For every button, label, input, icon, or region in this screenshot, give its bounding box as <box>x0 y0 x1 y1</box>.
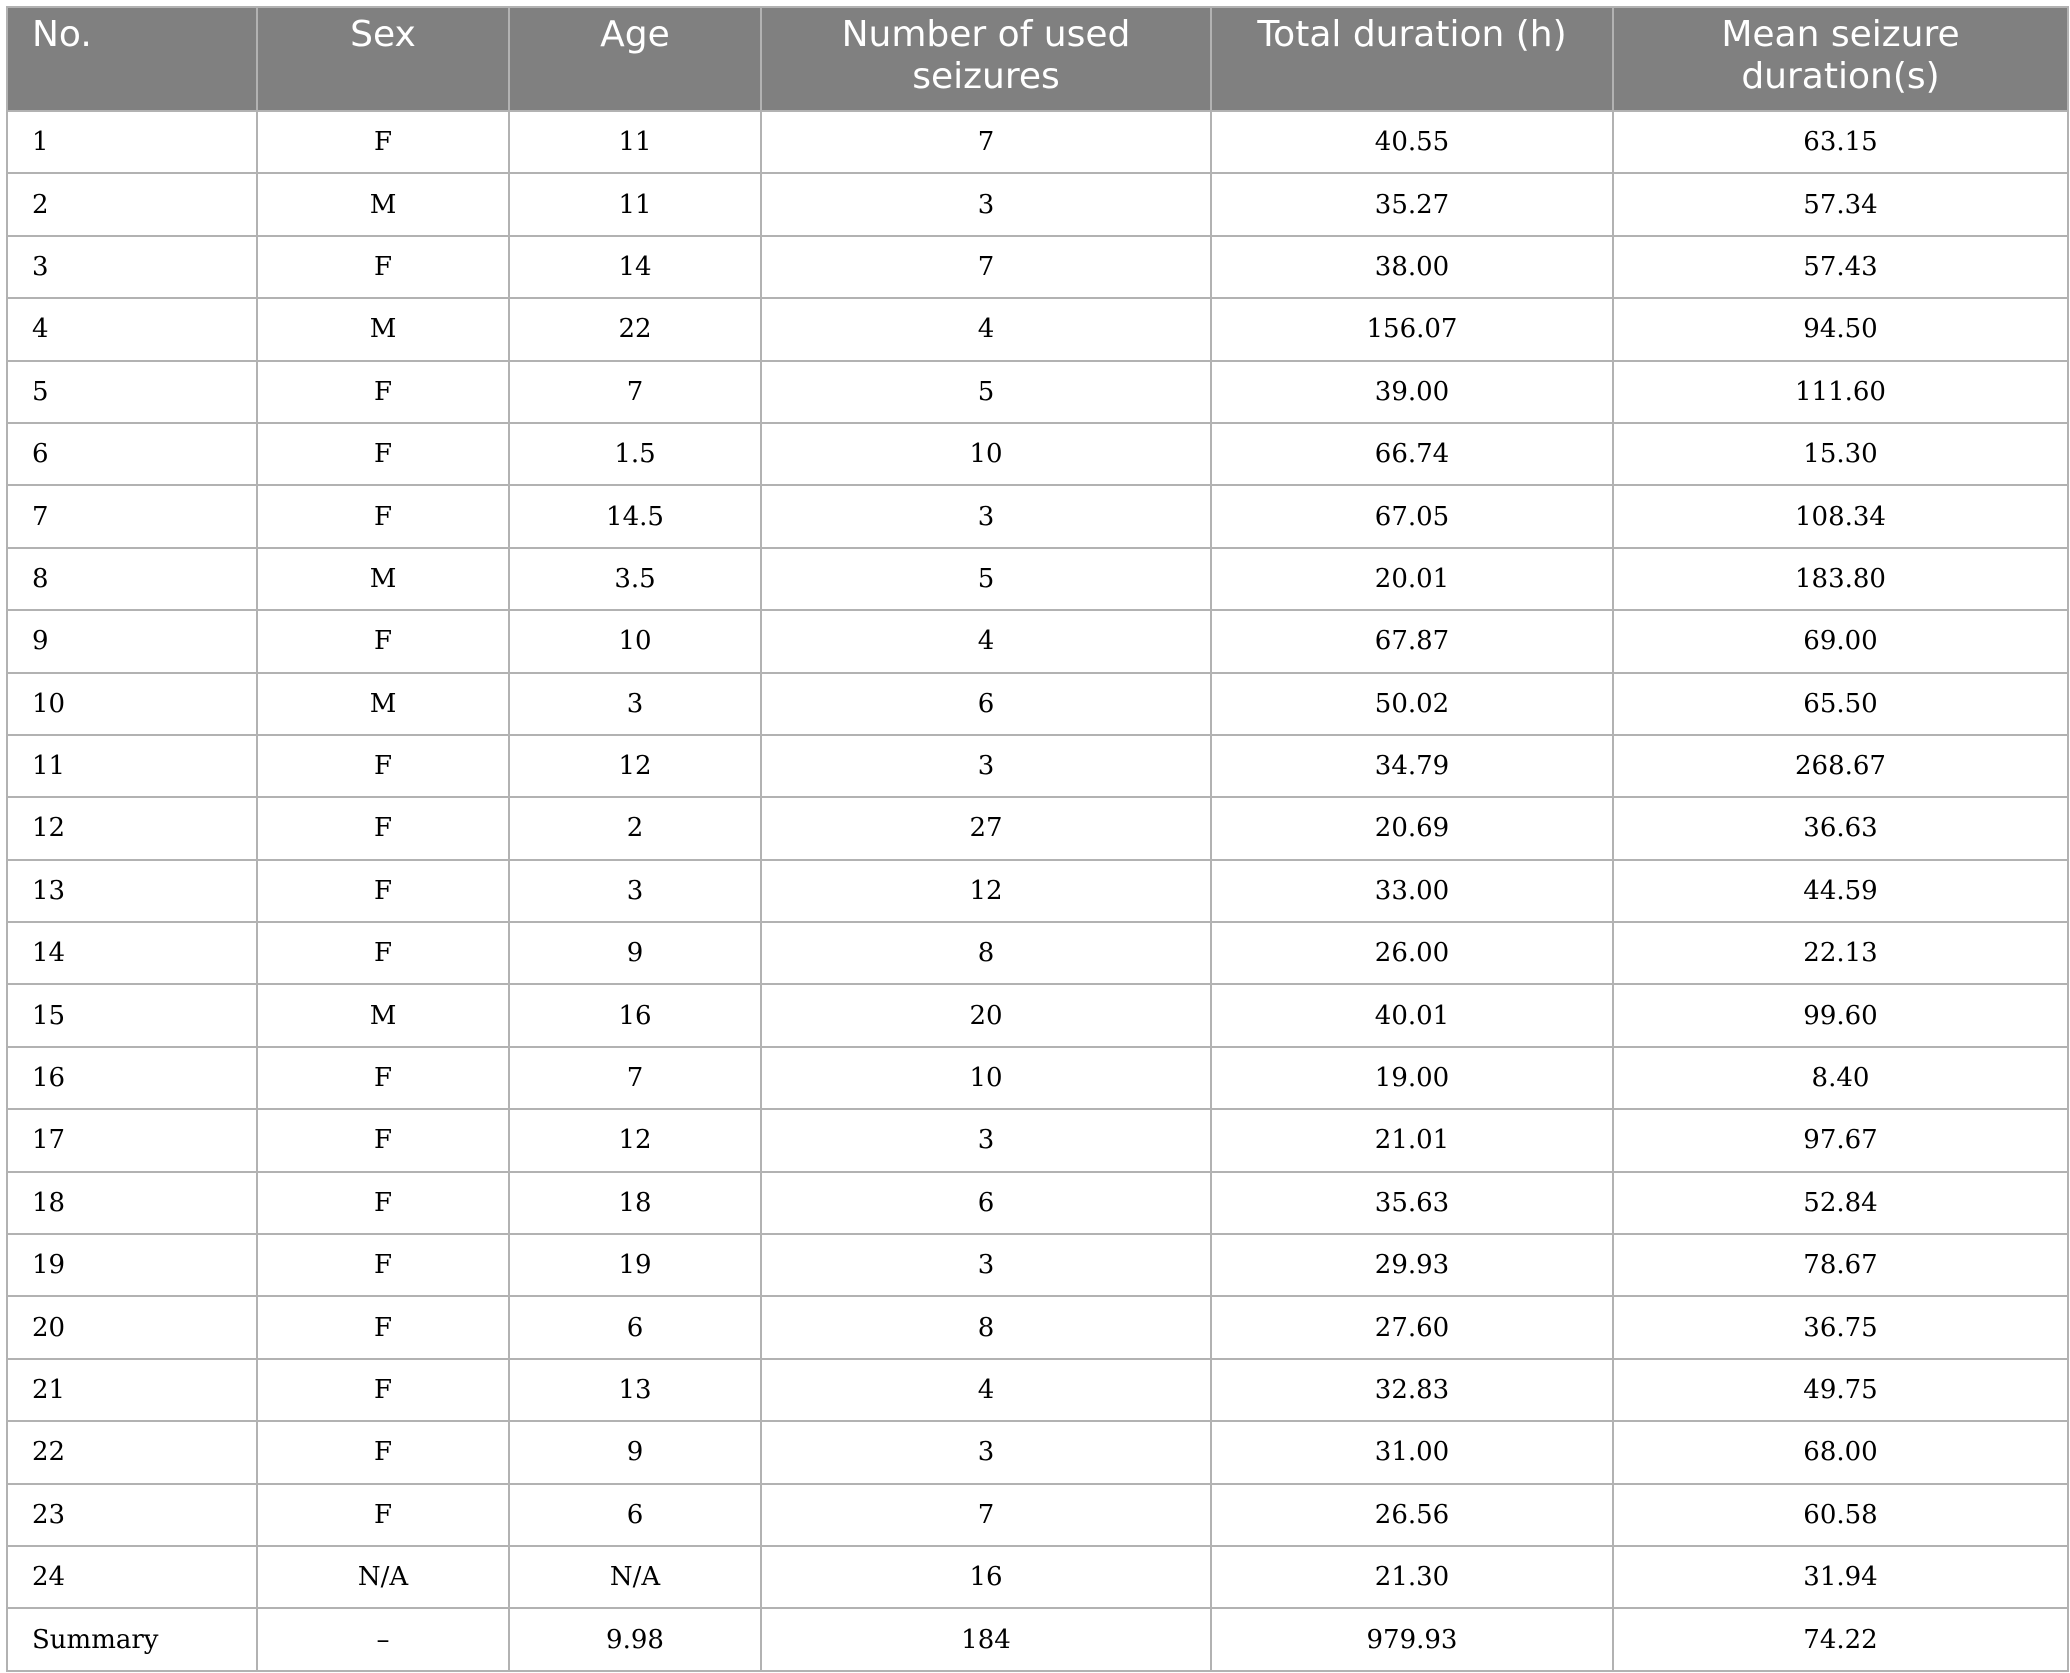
cell-no: 23 <box>7 1484 257 1546</box>
cell-used-seizures: 5 <box>761 361 1211 423</box>
cell-age: 12 <box>509 735 761 797</box>
cell-total-duration: 21.30 <box>1211 1546 1613 1608</box>
cell-total-duration: 20.01 <box>1211 548 1613 610</box>
cell-age: N/A <box>509 1546 761 1608</box>
cell-sex: F <box>257 361 509 423</box>
cell-mean-seizure-duration: 74.22 <box>1613 1608 2068 1670</box>
cell-used-seizures: 3 <box>761 1109 1211 1171</box>
cell-mean-seizure-duration: 63.15 <box>1613 111 2068 173</box>
column-header-sex: Sex <box>257 7 509 111</box>
cell-used-seizures: 5 <box>761 548 1211 610</box>
cell-mean-seizure-duration: 111.60 <box>1613 361 2068 423</box>
cell-mean-seizure-duration: 52.84 <box>1613 1172 2068 1234</box>
cell-total-duration: 27.60 <box>1211 1296 1613 1358</box>
table-row <box>7 1484 2068 1546</box>
cell-sex: F <box>257 610 509 672</box>
table-row <box>7 485 2068 547</box>
table-row <box>7 173 2068 235</box>
cell-sex: M <box>257 548 509 610</box>
cell-mean-seizure-duration: 108.34 <box>1613 485 2068 547</box>
cell-no: 22 <box>7 1421 257 1483</box>
table-row <box>7 1359 2068 1421</box>
cell-age: 11 <box>509 173 761 235</box>
table-row <box>7 1421 2068 1483</box>
cell-mean-seizure-duration: 22.13 <box>1613 922 2068 984</box>
cell-age: 2 <box>509 797 761 859</box>
cell-used-seizures: 4 <box>761 1359 1211 1421</box>
cell-age: 3 <box>509 860 761 922</box>
cell-used-seizures: 12 <box>761 860 1211 922</box>
cell-mean-seizure-duration: 57.34 <box>1613 173 2068 235</box>
cell-sex: F <box>257 735 509 797</box>
cell-no: Summary <box>7 1608 257 1670</box>
cell-used-seizures: 16 <box>761 1546 1211 1608</box>
cell-sex: F <box>257 1296 509 1358</box>
cell-total-duration: 67.87 <box>1211 610 1613 672</box>
cell-no: 1 <box>7 111 257 173</box>
cell-used-seizures: 8 <box>761 1296 1211 1358</box>
table-row <box>7 610 2068 672</box>
cell-total-duration: 67.05 <box>1211 485 1613 547</box>
cell-age: 7 <box>509 361 761 423</box>
cell-total-duration: 979.93 <box>1211 1608 1613 1670</box>
cell-age: 9 <box>509 922 761 984</box>
cell-mean-seizure-duration: 97.67 <box>1613 1109 2068 1171</box>
cell-used-seizures: 6 <box>761 673 1211 735</box>
cell-sex: M <box>257 673 509 735</box>
cell-sex: F <box>257 922 509 984</box>
cell-total-duration: 31.00 <box>1211 1421 1613 1483</box>
table-row <box>7 423 2068 485</box>
cell-no: 7 <box>7 485 257 547</box>
cell-age: 10 <box>509 610 761 672</box>
cell-used-seizures: 8 <box>761 922 1211 984</box>
column-header-mean-seizure-duration: Mean seizure duration(s) <box>1613 7 2068 111</box>
cell-used-seizures: 7 <box>761 1484 1211 1546</box>
cell-no: 9 <box>7 610 257 672</box>
cell-no: 21 <box>7 1359 257 1421</box>
cell-no: 2 <box>7 173 257 235</box>
cell-used-seizures: 7 <box>761 111 1211 173</box>
cell-total-duration: 66.74 <box>1211 423 1613 485</box>
cell-no: 4 <box>7 298 257 360</box>
cell-used-seizures: 3 <box>761 173 1211 235</box>
cell-no: 8 <box>7 548 257 610</box>
cell-age: 18 <box>509 1172 761 1234</box>
cell-no: 16 <box>7 1047 257 1109</box>
cell-mean-seizure-duration: 36.63 <box>1613 797 2068 859</box>
table-row <box>7 922 2068 984</box>
cell-used-seizures: 27 <box>761 797 1211 859</box>
cell-no: 5 <box>7 361 257 423</box>
cell-mean-seizure-duration: 65.50 <box>1613 673 2068 735</box>
cell-age: 14 <box>509 236 761 298</box>
table-row <box>7 1172 2068 1234</box>
cell-no: 11 <box>7 735 257 797</box>
cell-no: 17 <box>7 1109 257 1171</box>
cell-sex: M <box>257 298 509 360</box>
cell-used-seizures: 10 <box>761 423 1211 485</box>
cell-used-seizures: 4 <box>761 298 1211 360</box>
table-row <box>7 111 2068 173</box>
cell-total-duration: 21.01 <box>1211 1109 1613 1171</box>
cell-age: 3.5 <box>509 548 761 610</box>
cell-no: 12 <box>7 797 257 859</box>
cell-no: 6 <box>7 423 257 485</box>
cell-age: 12 <box>509 1109 761 1171</box>
cell-age: 9 <box>509 1421 761 1483</box>
table-row <box>7 298 2068 360</box>
cell-no: 13 <box>7 860 257 922</box>
cell-mean-seizure-duration: 8.40 <box>1613 1047 2068 1109</box>
cell-used-seizures: 10 <box>761 1047 1211 1109</box>
table-row <box>7 797 2068 859</box>
column-header-age: Age <box>509 7 761 111</box>
cell-total-duration: 40.01 <box>1211 984 1613 1046</box>
cell-used-seizures: 3 <box>761 1234 1211 1296</box>
cell-no: 24 <box>7 1546 257 1608</box>
table-row <box>7 1234 2068 1296</box>
cell-mean-seizure-duration: 183.80 <box>1613 548 2068 610</box>
cell-total-duration: 20.69 <box>1211 797 1613 859</box>
cell-sex: F <box>257 797 509 859</box>
cell-sex: M <box>257 984 509 1046</box>
cell-mean-seizure-duration: 31.94 <box>1613 1546 2068 1608</box>
cell-no: 15 <box>7 984 257 1046</box>
cell-sex: F <box>257 1234 509 1296</box>
cell-sex: F <box>257 860 509 922</box>
cell-age: 6 <box>509 1296 761 1358</box>
cell-no: 20 <box>7 1296 257 1358</box>
table-row <box>7 1296 2068 1358</box>
cell-mean-seizure-duration: 49.75 <box>1613 1359 2068 1421</box>
cell-mean-seizure-duration: 68.00 <box>1613 1421 2068 1483</box>
cell-age: 1.5 <box>509 423 761 485</box>
cell-sex: F <box>257 111 509 173</box>
cell-no: 19 <box>7 1234 257 1296</box>
table-row <box>7 548 2068 610</box>
cell-mean-seizure-duration: 268.67 <box>1613 735 2068 797</box>
column-header-number-of-used-seizures: Number of used seizures <box>761 7 1211 111</box>
cell-total-duration: 32.83 <box>1211 1359 1613 1421</box>
table-row <box>7 673 2068 735</box>
cell-mean-seizure-duration: 15.30 <box>1613 423 2068 485</box>
cell-used-seizures: 4 <box>761 610 1211 672</box>
summary-row <box>7 1608 2068 1670</box>
cell-total-duration: 35.27 <box>1211 173 1613 235</box>
table-row <box>7 236 2068 298</box>
cell-sex: F <box>257 485 509 547</box>
table-row <box>7 1047 2068 1109</box>
cell-age: 22 <box>509 298 761 360</box>
column-header-total-duration: Total duration (h) <box>1211 7 1613 111</box>
cell-sex: – <box>257 1608 509 1670</box>
cell-sex: F <box>257 423 509 485</box>
table-row <box>7 735 2068 797</box>
cell-mean-seizure-duration: 99.60 <box>1613 984 2068 1046</box>
table-row <box>7 860 2068 922</box>
cell-no: 18 <box>7 1172 257 1234</box>
cell-age: 14.5 <box>509 485 761 547</box>
cell-sex: F <box>257 1047 509 1109</box>
cell-used-seizures: 184 <box>761 1608 1211 1670</box>
cell-mean-seizure-duration: 69.00 <box>1613 610 2068 672</box>
cell-total-duration: 33.00 <box>1211 860 1613 922</box>
cell-used-seizures: 3 <box>761 485 1211 547</box>
cell-sex: F <box>257 1172 509 1234</box>
cell-total-duration: 35.63 <box>1211 1172 1613 1234</box>
cell-sex: M <box>257 173 509 235</box>
cell-age: 9.98 <box>509 1608 761 1670</box>
cell-mean-seizure-duration: 36.75 <box>1613 1296 2068 1358</box>
cell-age: 7 <box>509 1047 761 1109</box>
cell-mean-seizure-duration: 94.50 <box>1613 298 2068 360</box>
cell-used-seizures: 3 <box>761 735 1211 797</box>
cell-sex: F <box>257 1109 509 1171</box>
cell-sex: N/A <box>257 1546 509 1608</box>
cell-total-duration: 19.00 <box>1211 1047 1613 1109</box>
cell-age: 11 <box>509 111 761 173</box>
cell-total-duration: 29.93 <box>1211 1234 1613 1296</box>
cell-total-duration: 26.56 <box>1211 1484 1613 1546</box>
column-header-no: No. <box>7 7 257 111</box>
cell-age: 6 <box>509 1484 761 1546</box>
cell-mean-seizure-duration: 60.58 <box>1613 1484 2068 1546</box>
cell-sex: F <box>257 236 509 298</box>
cell-mean-seizure-duration: 44.59 <box>1613 860 2068 922</box>
table-body <box>7 111 2068 1671</box>
table-row <box>7 1546 2068 1608</box>
cell-total-duration: 39.00 <box>1211 361 1613 423</box>
cell-no: 3 <box>7 236 257 298</box>
header-row <box>7 7 2068 111</box>
cell-no: 10 <box>7 673 257 735</box>
cell-sex: F <box>257 1421 509 1483</box>
cell-sex: F <box>257 1484 509 1546</box>
cell-used-seizures: 3 <box>761 1421 1211 1483</box>
cell-total-duration: 34.79 <box>1211 735 1613 797</box>
cell-total-duration: 50.02 <box>1211 673 1613 735</box>
cell-sex: F <box>257 1359 509 1421</box>
cell-total-duration: 38.00 <box>1211 236 1613 298</box>
cell-mean-seizure-duration: 78.67 <box>1613 1234 2068 1296</box>
cell-total-duration: 156.07 <box>1211 298 1613 360</box>
cell-age: 16 <box>509 984 761 1046</box>
cell-age: 13 <box>509 1359 761 1421</box>
cell-age: 19 <box>509 1234 761 1296</box>
table-row <box>7 361 2068 423</box>
table-row <box>7 984 2068 1046</box>
table-header <box>7 7 2068 111</box>
cell-total-duration: 26.00 <box>1211 922 1613 984</box>
cell-used-seizures: 6 <box>761 1172 1211 1234</box>
table-row <box>7 1109 2068 1171</box>
cell-age: 3 <box>509 673 761 735</box>
cell-used-seizures: 20 <box>761 984 1211 1046</box>
cell-mean-seizure-duration: 57.43 <box>1613 236 2068 298</box>
cell-used-seizures: 7 <box>761 236 1211 298</box>
cell-no: 14 <box>7 922 257 984</box>
data-table <box>6 6 2069 1672</box>
cell-total-duration: 40.55 <box>1211 111 1613 173</box>
